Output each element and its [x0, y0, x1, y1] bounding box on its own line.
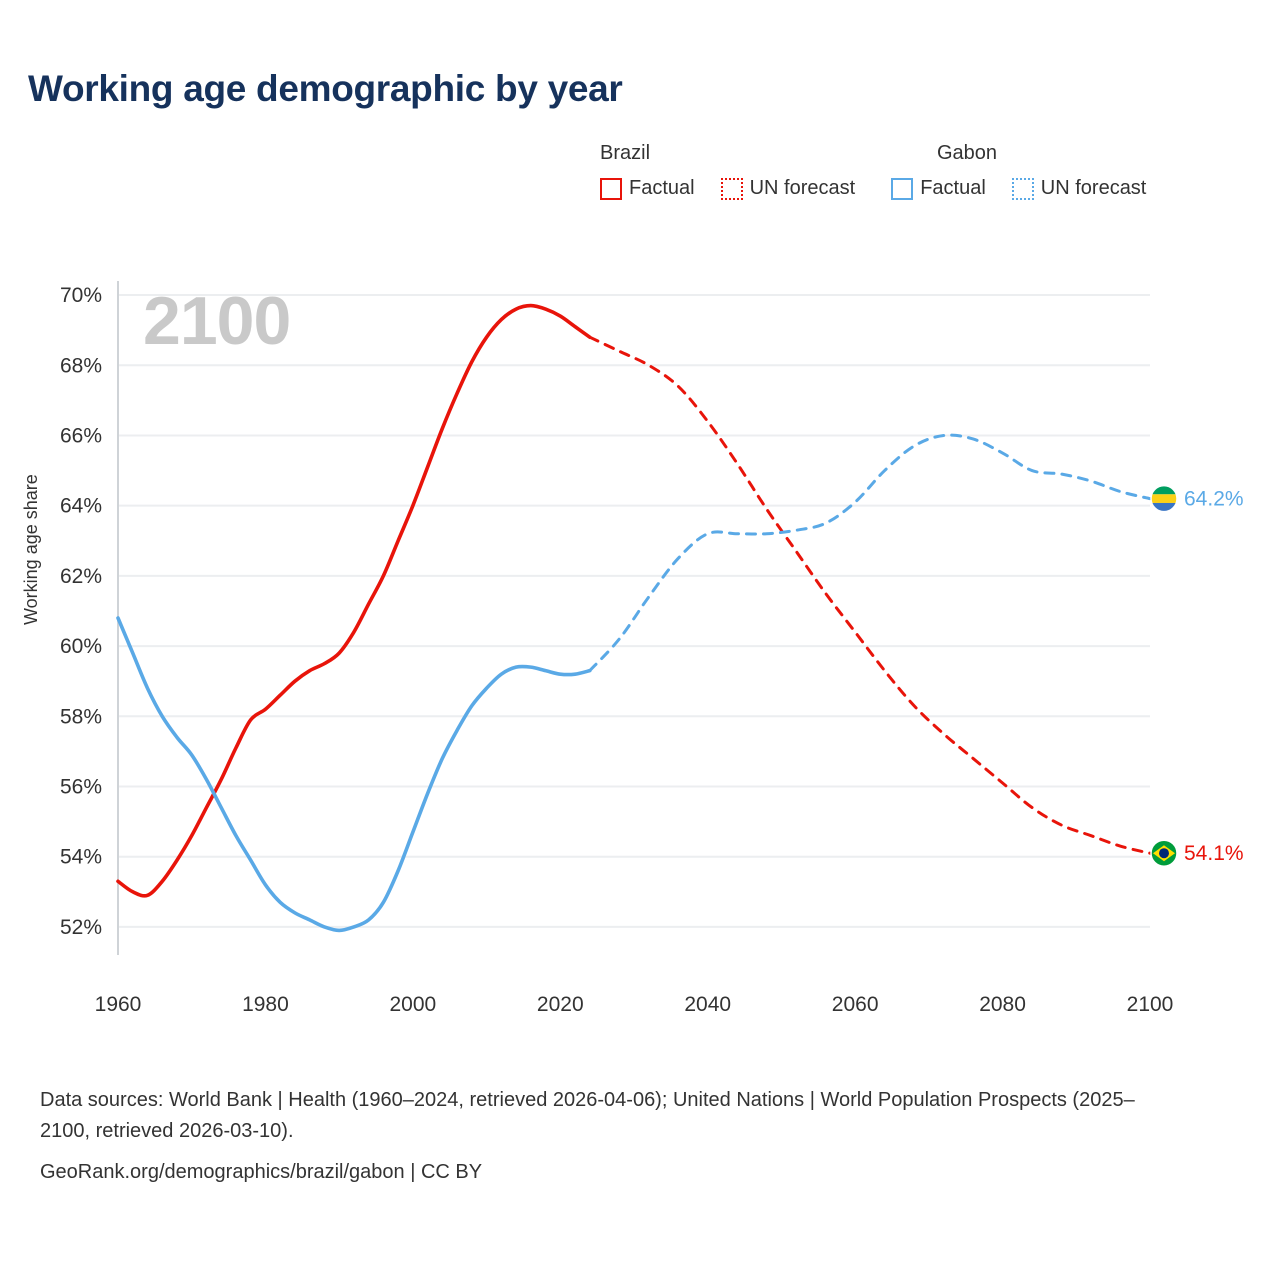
legend-group-brazil-name: Brazil: [600, 142, 651, 164]
footer: [40, 1085, 1240, 1188]
chart-svg: [0, 255, 1280, 1045]
legend-item-brazil-forecast[interactable]: [721, 177, 856, 200]
svg-text:54%: 54%: [59, 845, 102, 869]
svg-text:68%: 68%: [59, 354, 102, 378]
series-line: [118, 306, 590, 896]
legend-label-gabon-forecast: UN forecast: [1040, 177, 1147, 199]
legend-swatch-solid-icon: [891, 178, 913, 200]
legend-item-gabon-forecast[interactable]: [1012, 177, 1147, 200]
svg-text:62%: 62%: [59, 564, 102, 588]
series-line: [590, 435, 1150, 671]
series-line: [118, 618, 590, 930]
svg-text:60%: 60%: [59, 635, 102, 659]
gridlines: [118, 295, 1150, 927]
svg-text:58%: 58%: [59, 705, 102, 729]
x-tick-labels: [95, 993, 1174, 1016]
legend-item-gabon-factual[interactable]: [891, 177, 986, 200]
svg-text:2060: 2060: [831, 993, 879, 1016]
svg-text:66%: 66%: [59, 424, 102, 448]
footer-link: GeoRank.org/demographics/brazil/gabon | CC BY: [40, 1161, 483, 1183]
svg-text:2000: 2000: [389, 993, 437, 1016]
legend-label-gabon-factual: Factual: [920, 177, 986, 199]
data-sources-text: Data sources: World Bank | Health (1960–2024, retrieved 2026-04-06); United Nations | World Population Prospects (2025–2100, retrieved 2026-03-10).: [40, 1089, 1135, 1142]
legend-items: [600, 177, 1260, 200]
legend-swatch-solid-icon: [600, 178, 622, 200]
plot-area: [0, 255, 1280, 1045]
legend-group-gabon-name: Gabon: [937, 142, 998, 164]
series-lines: [118, 306, 1150, 931]
svg-text:52%: 52%: [59, 915, 102, 939]
legend-item-brazil-factual[interactable]: [600, 177, 695, 200]
svg-text:2100: 2100: [1126, 993, 1174, 1016]
end-value-labels: [1184, 488, 1244, 866]
y-tick-labels: [60, 284, 102, 939]
svg-text:2080: 2080: [979, 993, 1026, 1016]
gabon-end-value: 64.2%: [1184, 487, 1244, 511]
end-markers: [1151, 486, 1177, 867]
legend-swatch-dashed-icon: [721, 178, 743, 200]
svg-text:56%: 56%: [59, 775, 102, 799]
y-axis-title: Working age share: [21, 474, 41, 625]
year-watermark: 2100: [143, 283, 291, 359]
svg-text:64%: 64%: [59, 494, 102, 518]
svg-text:2020: 2020: [536, 993, 584, 1016]
svg-text:1980: 1980: [242, 993, 289, 1016]
legend-label-brazil-factual: Factual: [629, 177, 695, 199]
brazil-end-value: 54.1%: [1184, 842, 1244, 866]
page-title: Working age demographic by year: [28, 68, 623, 109]
legend-swatch-dashed-icon: [1012, 178, 1034, 200]
legend-group-names: [600, 142, 1260, 165]
svg-text:70%: 70%: [59, 284, 102, 308]
series-line: [590, 337, 1150, 853]
svg-text:2040: 2040: [684, 993, 732, 1016]
legend-label-brazil-forecast: UN forecast: [749, 177, 856, 199]
svg-text:1960: 1960: [94, 993, 142, 1016]
chart-legend: [600, 142, 1260, 200]
